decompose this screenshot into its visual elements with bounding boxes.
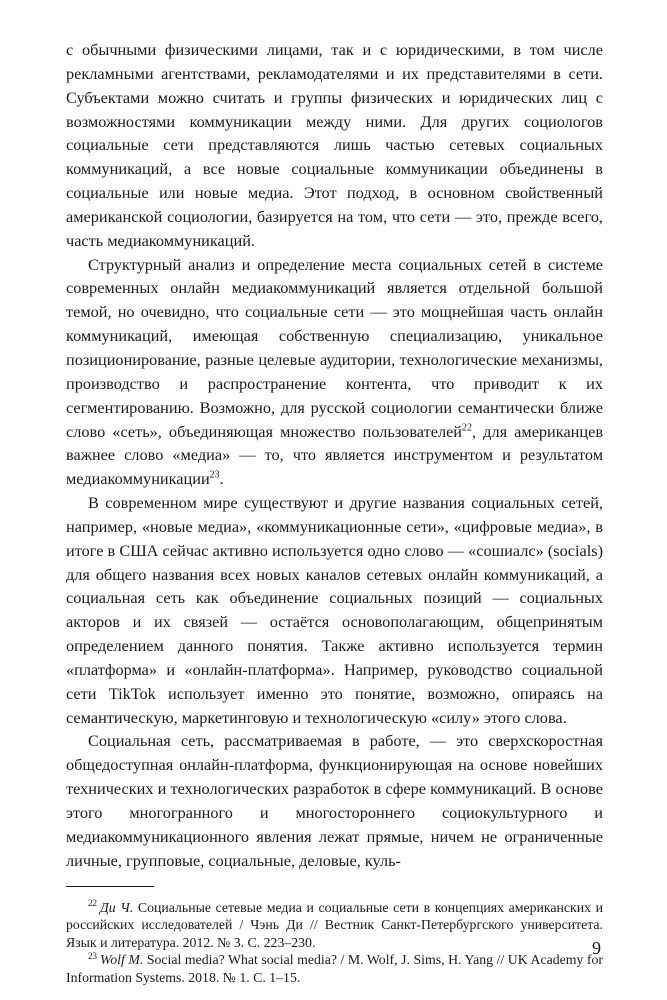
main-text: [66, 38, 603, 873]
paragraph-2-text-b: , для американцев важнее слово «медиа» — то, что является инструментом и результатом медиакоммуникации: [66, 421, 604, 489]
footnote-23-text: Social media? What social media? / M. Wolf, J. Sims, H. Yang // UK Academy for Information Systems. 2018. № 1. С. 1–15.: [66, 952, 603, 985]
paragraph-2-text-a: Структурный анализ и определение места социальных сетей в системе современных онлайн медиакоммуникаций является отдельной большой темой, но очевидно, что социальные сети — это мощнейшая часть онлайн коммуникаций, имеющая собственную специализацию, уникальное позиционирование, разные целевые аудитории, технологические механизмы, производство и распространение контента, что приводит к их сегментированию. Возможно, для русской социологии семантически ближе слово «сеть», объединяющая множество пользователей: [66, 254, 603, 441]
footnote-23-author: Wolf M.: [100, 952, 144, 968]
paragraph-3: В современном мире существуют и другие названия социальных сетей, например, «новые медиа», «коммуникационные сети», «цифровые медиа», в итоге в США сейчас активно используется одно слово — «сошиалс» (socials) для общего названия всех новых каналов сетевых онлайн коммуникаций, а социальная сеть как объединение социальных позиций — социальных акторов и их связей — остаётся основополагающим, общепринятым определением данного понятия. Также активно используется термин «платформа» и «онлайн-платформа». Например, руководство социальной сети TikTok использует именно это понятие, возможно, опираясь на семантическую, маркетинговую и технологическую «силу» этого слова.: [66, 493, 603, 727]
footnote-23-number: 23: [88, 950, 97, 961]
paragraph-1: с обычными физическими лицами, так и с юридическими, в том числе рекламными агентствами, рекламодателями и их представителями в сети. Субъектами можно считать и группы физических и юридических лиц с возможностями коммуникации между ними. Для других социологов социальные сети представляются лишь частью сетевых социальных коммуникаций, а все новые социальные коммуникации объединены в социальные или новые медиа. Этот подход, в основном свойственный американской социологии, базируется на том, что сети — это, прежде всего, часть медиакоммуникаций.: [66, 40, 603, 250]
footnotes: [66, 899, 603, 987]
paragraph-2-text-c: .: [219, 469, 224, 489]
footnote-22: [66, 899, 603, 952]
footnote-22-number: 22: [88, 897, 97, 908]
footnote-22-text: Социальные сетевые медиа и социальные сети в концепциях американских и российских исследователей / Чэнь Ди // Вестник Санкт-Петербургского университета. Язык и литература. 2012. № 3. С. 223–230.: [66, 899, 603, 950]
page-content: [66, 38, 603, 987]
footnote-ref-22[interactable]: 22: [462, 422, 473, 434]
footnote-ref-23[interactable]: 23: [209, 469, 220, 481]
paragraph-4: Социальная сеть, рассматриваемая в работе, — это сверхскоростная общедоступная онлайн-платформа, функционирующая на основе новейших технических и технологических разработок в сфере коммуникаций. В основе этого многогранного и многостороннего социокультурного и медиакоммуникационного явления лежат прямые, ничем не ограниченные личные, групповые, социальные, деловые, куль-: [66, 731, 603, 870]
footnote-23: [66, 951, 603, 986]
paragraph-2: [66, 253, 603, 491]
footnote-22-author: Ди Ч.: [100, 899, 134, 915]
footnote-divider: [66, 886, 154, 887]
page-number: 9: [592, 938, 601, 958]
